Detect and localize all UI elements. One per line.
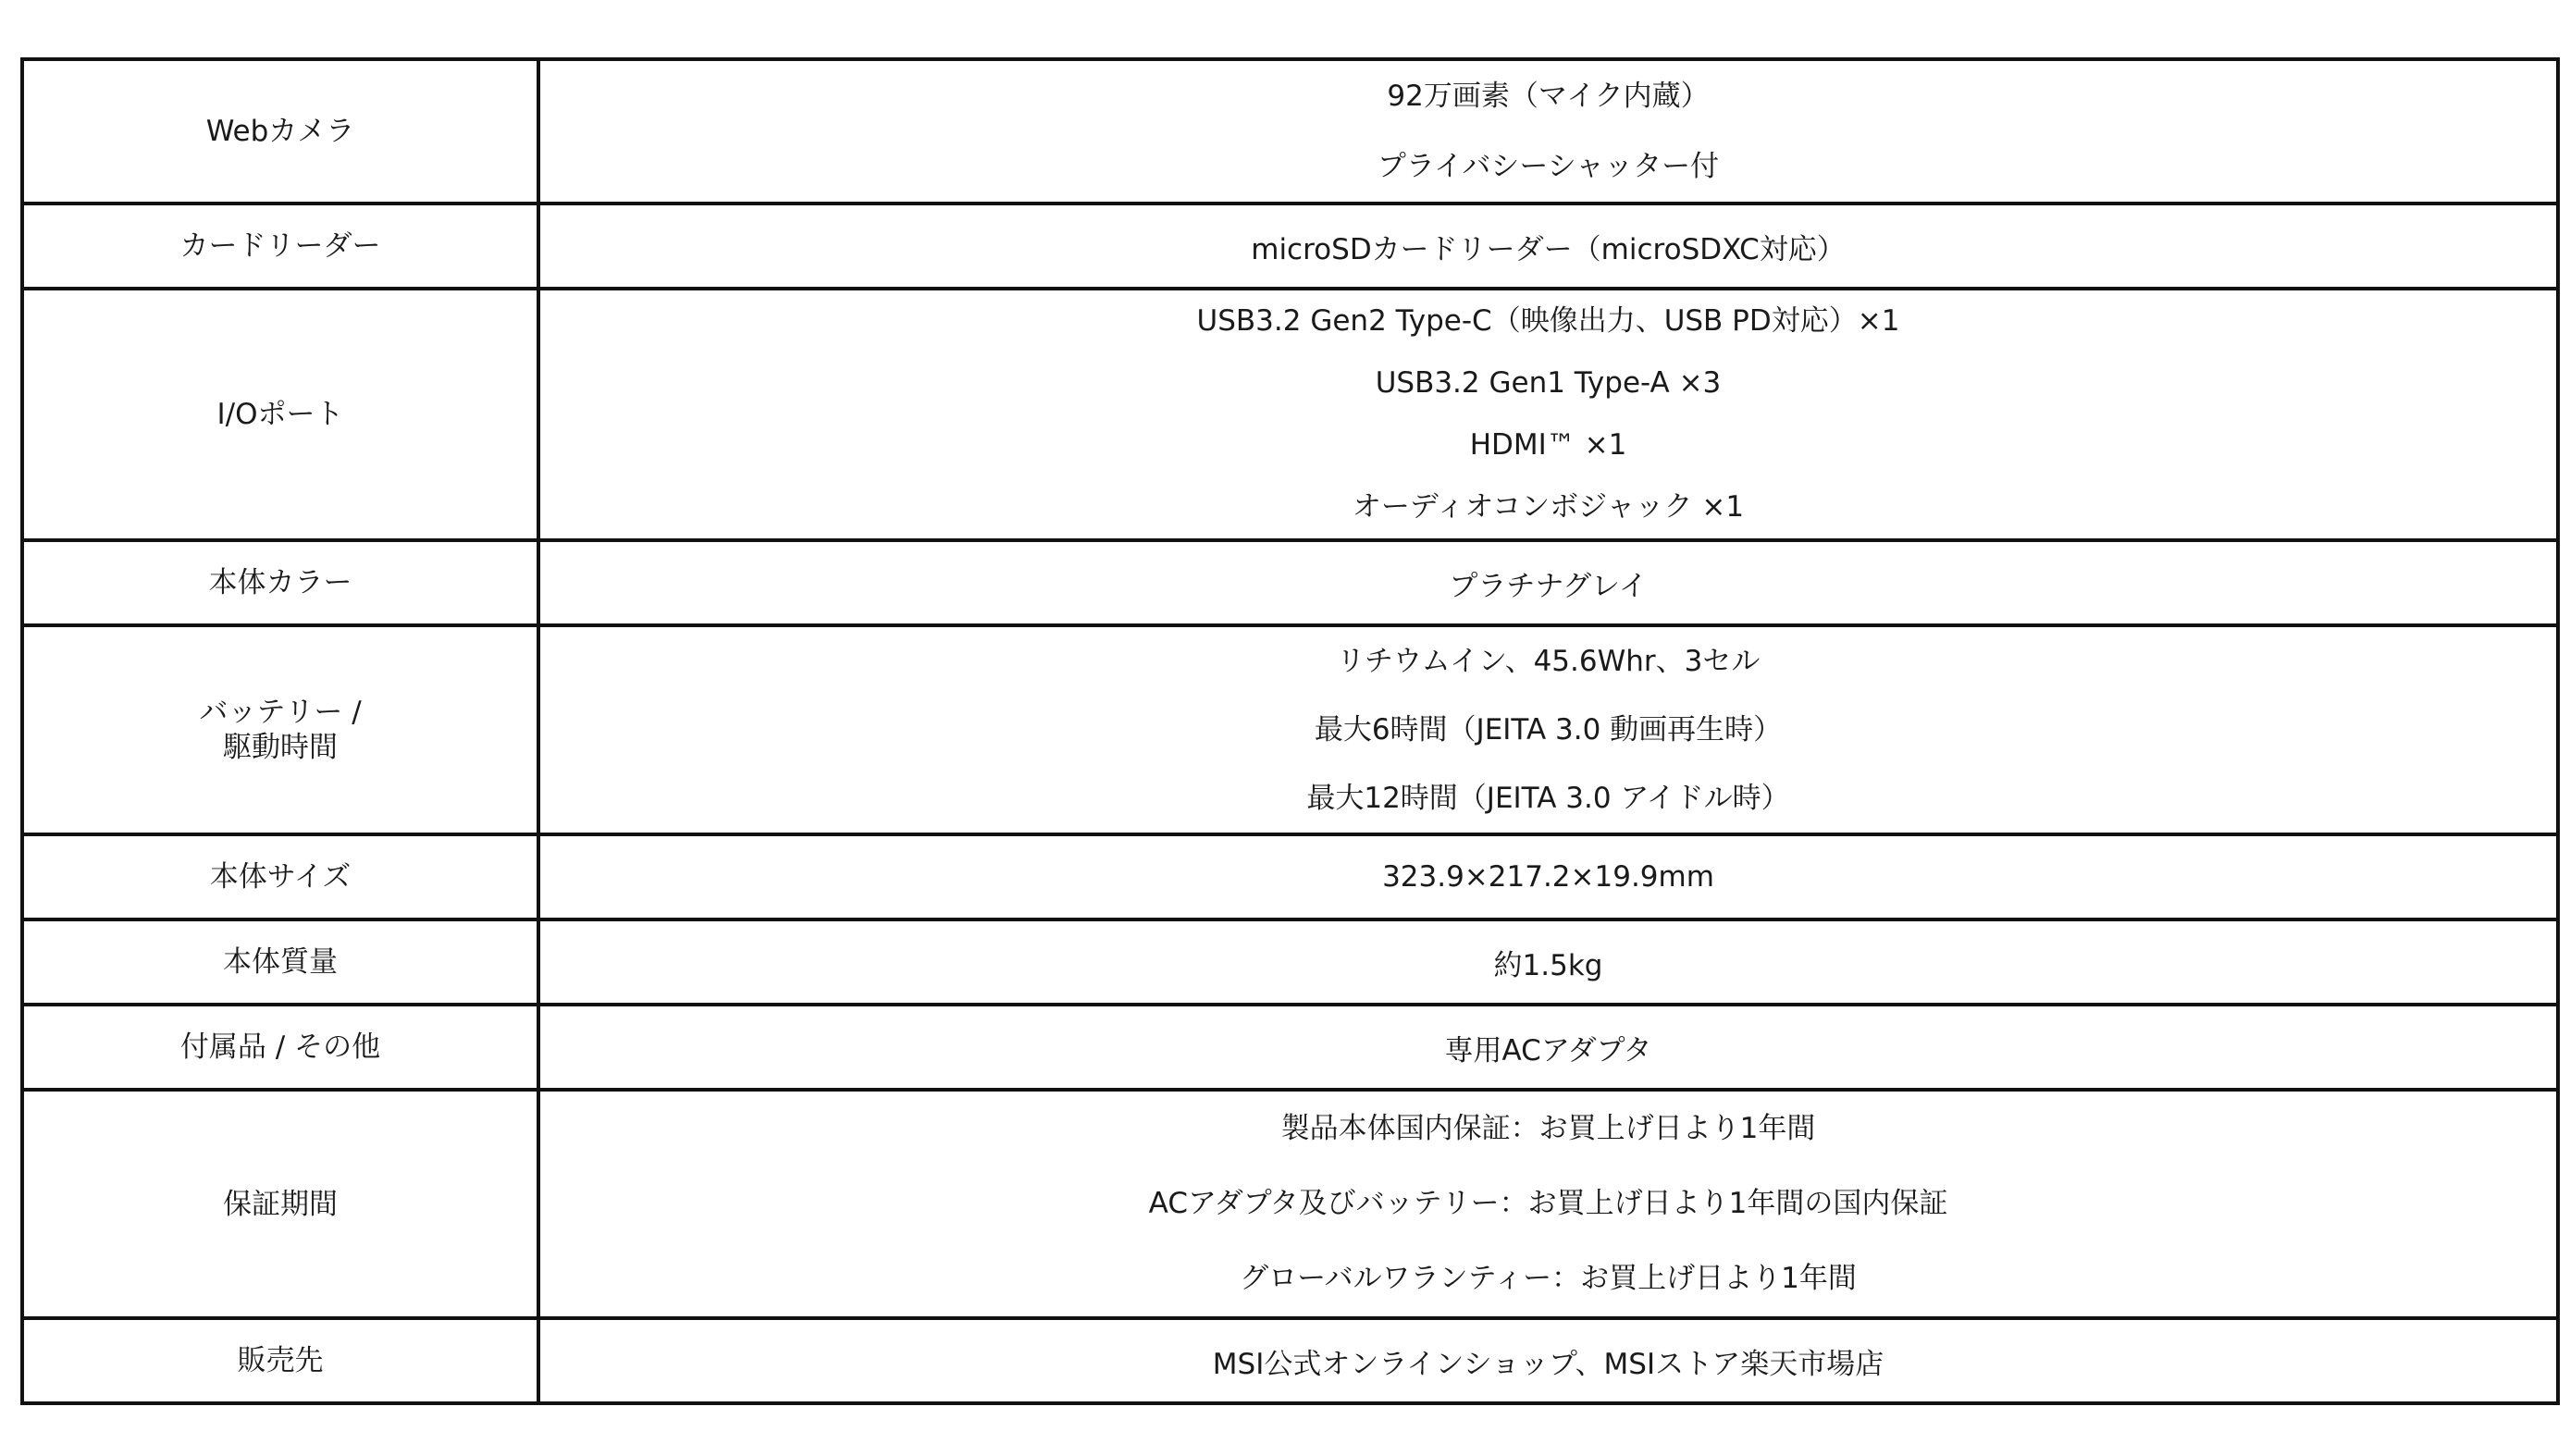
spec-label [22, 204, 538, 289]
spec-label [22, 625, 538, 834]
spec-value-line: ACアダプタ及びバッテリー：お買上げ日より1年間の国内保証 [1148, 1187, 1948, 1220]
spec-row-accessories [22, 1005, 2558, 1090]
spec-value-line: リチウムイン、45.6Whr、3セル [1336, 645, 1761, 678]
spec-row-io-ports [22, 289, 2558, 540]
spec-value [538, 540, 2558, 625]
spec-table [20, 57, 2560, 1405]
spec-value-line: 最大12時間（JEITA 3.0 アイドル時） [1306, 782, 1790, 815]
spec-label [22, 59, 538, 204]
spec-value [538, 204, 2558, 289]
spec-value-line: MSI公式オンラインショップ、MSIストア楽天市場店 [1212, 1347, 1884, 1381]
spec-row-weight [22, 919, 2558, 1005]
spec-label [22, 919, 538, 1005]
spec-row-warranty [22, 1090, 2558, 1318]
spec-row-size [22, 834, 2558, 919]
spec-value-line: プライバシーシャッター付 [1377, 150, 1720, 183]
spec-value-line: 専用ACアダプタ [1444, 1033, 1652, 1067]
spec-row-color [22, 540, 2558, 625]
spec-value [538, 1090, 2558, 1318]
spec-value [538, 289, 2558, 540]
spec-label [22, 834, 538, 919]
spec-value-line: microSDカードリーダー（microSDXC対応） [1251, 232, 1846, 266]
spec-value-line: オーディオコンボジャック ×1 [1352, 490, 1745, 524]
spec-label-text: 付属品 / その他 [179, 1030, 381, 1064]
spec-value-line: 323.9×217.2×19.9mm [1382, 860, 1714, 894]
spec-row-battery [22, 625, 2558, 834]
spec-label-text: カードリーダー [179, 229, 381, 263]
spec-value-line: 製品本体国内保証：お買上げ日より1年間 [1280, 1112, 1816, 1145]
spec-row-sales [22, 1318, 2558, 1403]
spec-label [22, 1005, 538, 1090]
spec-label [22, 1090, 538, 1318]
spec-label [22, 1318, 538, 1403]
spec-value [538, 834, 2558, 919]
spec-label-text: バッテリー / [199, 696, 362, 729]
spec-row-webcam [22, 59, 2558, 204]
spec-value-line: HDMI™ ×1 [1469, 428, 1627, 462]
spec-value [538, 919, 2558, 1005]
spec-label-text: 本体サイズ [209, 860, 352, 894]
spec-label-text: 販売先 [237, 1344, 324, 1377]
spec-label-text: I/Oポート [216, 398, 344, 431]
spec-label-text: 本体質量 [223, 945, 338, 979]
spec-value-line: グローバルワランティー：お買上げ日より1年間 [1240, 1262, 1857, 1295]
spec-value [538, 625, 2558, 834]
spec-value [538, 59, 2558, 204]
spec-value [538, 1318, 2558, 1403]
spec-value-line: 92万画素（マイク内蔵） [1387, 80, 1710, 113]
spec-value-line: 最大6時間（JEITA 3.0 動画再生時） [1314, 713, 1783, 747]
spec-value-line: USB3.2 Gen2 Type-C（映像出力、USB PD対応）×1 [1196, 304, 1900, 338]
spec-value-line: USB3.2 Gen1 Type-A ×3 [1375, 366, 1722, 400]
spec-label [22, 289, 538, 540]
spec-label-text: 本体カラー [208, 566, 352, 599]
spec-label [22, 540, 538, 625]
spec-label-text: Webカメラ [205, 115, 355, 148]
spec-value [538, 1005, 2558, 1090]
spec-value-line: 約1.5kg [1493, 948, 1603, 982]
spec-value-line: プラチナグレイ [1449, 569, 1648, 603]
spec-label-text: 保証期間 [223, 1187, 338, 1221]
spec-row-card-reader [22, 204, 2558, 289]
spec-label-text: 駆動時間 [223, 731, 338, 764]
